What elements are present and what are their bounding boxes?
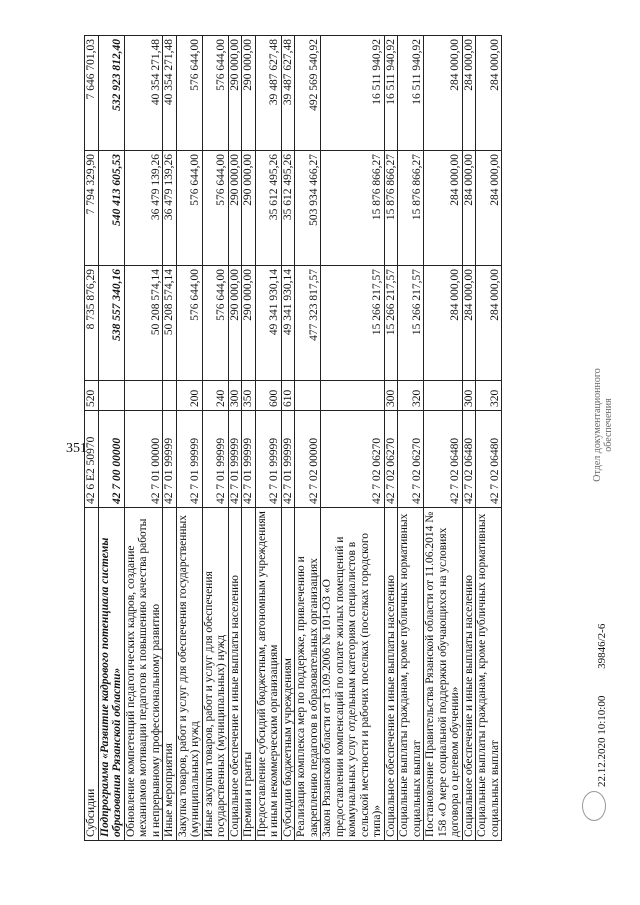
row-amount-2021: 49 341 930,14	[255, 266, 281, 381]
row-amount-2021: 15 266 217,57	[321, 266, 385, 381]
row-name: Обновление компетенций педагогических кадров, создание механизмов мотивации педагогов к повышению качества работы и непрерывному профессиональному развитию	[124, 508, 163, 841]
row-amount-2022: 576 644,00	[176, 151, 202, 266]
row-amount-2023: 290 000,00	[242, 36, 256, 151]
row-name: Подпрограмма «Развитие кадрового потенциала системы образования Рязанской области»	[98, 508, 124, 841]
row-code: 42 7 01 99999	[242, 411, 256, 508]
table-row	[281, 36, 295, 841]
row-expense-type	[321, 381, 385, 411]
table-row	[295, 36, 321, 841]
row-name: Социальное обеспечение и иные выплаты населению	[228, 508, 242, 841]
table-row	[398, 36, 424, 841]
row-amount-2023: 532 923 812,40	[98, 36, 124, 151]
stamp-logo-icon	[582, 791, 606, 821]
table-row	[202, 36, 228, 841]
row-amount-2022: 284 000,00	[424, 151, 463, 266]
row-amount-2023: 284 000,00	[462, 36, 476, 151]
row-expense-type: 200	[176, 381, 202, 411]
row-amount-2023: 290 000,00	[228, 36, 242, 151]
row-amount-2021: 15 266 217,57	[384, 266, 398, 381]
table-row	[242, 36, 256, 841]
row-code: 42 7 01 99999	[281, 411, 295, 508]
row-amount-2023: 492 569 540,92	[295, 36, 321, 151]
row-amount-2023: 39 487 627,48	[255, 36, 281, 151]
row-amount-2022: 290 000,00	[242, 151, 256, 266]
row-expense-type: 600	[255, 381, 281, 411]
row-name: Постановление Правительства Рязанской области от 11.06.2014 № 158 «О мере социальной поддержки обучающихся на условиях договора о целевом обучении»	[424, 508, 463, 841]
row-name: Иные мероприятия	[163, 508, 177, 841]
row-name: Иные закупки товаров, работ и услуг для обеспечения государственных (муниципальных) нужд	[202, 508, 228, 841]
row-amount-2022: 36 479 139,26	[124, 151, 163, 266]
row-amount-2022: 284 000,00	[476, 151, 502, 266]
row-amount-2021: 538 557 340,16	[98, 266, 124, 381]
row-expense-type	[124, 381, 163, 411]
row-amount-2022: 284 000,00	[462, 151, 476, 266]
row-code: 42 7 01 99999	[228, 411, 242, 508]
row-amount-2021: 284 000,00	[462, 266, 476, 381]
row-amount-2023: 39 487 627,48	[281, 36, 295, 151]
row-amount-2022: 36 479 139,26	[163, 151, 177, 266]
footer-doc-id: 39846/2-6	[596, 623, 608, 669]
row-code: 42 7 02 06270	[398, 411, 424, 508]
row-amount-2021: 576 644,00	[202, 266, 228, 381]
row-amount-2022: 15 876 866,27	[384, 151, 398, 266]
row-amount-2023: 576 644,00	[176, 36, 202, 151]
row-amount-2021: 290 000,00	[228, 266, 242, 381]
row-expense-type	[98, 381, 124, 411]
row-code: 42 7 02 00000	[295, 411, 321, 508]
table-row	[85, 36, 99, 841]
table-row	[476, 36, 502, 841]
row-amount-2022: 35 612 495,26	[281, 151, 295, 266]
row-amount-2021: 8 735 876,29	[85, 266, 99, 381]
row-name: Социальное обеспечение и иные выплаты населению	[384, 508, 398, 841]
row-amount-2021: 49 341 930,14	[281, 266, 295, 381]
row-name: Социальное обеспечение и иные выплаты населению	[462, 508, 476, 841]
table-row	[255, 36, 281, 841]
row-name: Реализация комплекса мер по поддержке, привлечению и закреплению педагогов в образовательных организациях	[295, 508, 321, 841]
table-row	[228, 36, 242, 841]
budget-table	[84, 35, 502, 841]
row-code: 42 7 02 06480	[462, 411, 476, 508]
table-row	[462, 36, 476, 841]
table-row	[321, 36, 385, 841]
row-amount-2023: 7 646 701,03	[85, 36, 99, 151]
row-amount-2023: 16 511 940,92	[398, 36, 424, 151]
row-amount-2023: 16 511 940,92	[321, 36, 385, 151]
row-expense-type: 300	[462, 381, 476, 411]
row-amount-2023: 284 000,00	[424, 36, 463, 151]
row-code: 42 7 02 06270	[321, 411, 385, 508]
row-amount-2022: 7 794 329,90	[85, 151, 99, 266]
row-amount-2023: 40 354 271,48	[163, 36, 177, 151]
row-amount-2022: 290 000,00	[228, 151, 242, 266]
row-code: 42 7 01 99999	[163, 411, 177, 508]
row-amount-2021: 477 323 817,57	[295, 266, 321, 381]
row-name: Предоставление субсидий бюджетным, автономным учреждениям и иным некоммерческим организациям	[255, 508, 281, 841]
row-amount-2021: 284 000,00	[476, 266, 502, 381]
table-row	[176, 36, 202, 841]
row-expense-type: 320	[476, 381, 502, 411]
table-row	[124, 36, 163, 841]
table-body	[85, 36, 502, 841]
row-expense-type: 610	[281, 381, 295, 411]
row-expense-type: 240	[202, 381, 228, 411]
row-code: 42 7 01 99999	[202, 411, 228, 508]
row-amount-2022: 576 644,00	[202, 151, 228, 266]
page-number: 351	[66, 441, 87, 456]
row-amount-2023: 16 511 940,92	[384, 36, 398, 151]
row-name: Закупка товаров, работ и услуг для обеспечения государственных (муниципальных) нужд	[176, 508, 202, 841]
row-code: 42 7 01 99999	[255, 411, 281, 508]
footer-datetime: 22.12.2020 10:10:00	[596, 695, 608, 787]
row-amount-2022: 15 876 866,27	[321, 151, 385, 266]
row-amount-2022: 15 876 866,27	[398, 151, 424, 266]
row-code: 42 7 00 00000	[98, 411, 124, 508]
stamp-label: Отдел документационного обеспечения	[592, 368, 614, 482]
row-code: 42 6 E2 50970	[85, 411, 99, 508]
row-amount-2023: 576 644,00	[202, 36, 228, 151]
row-name: Социальные выплаты гражданам, кроме публичных нормативных социальных выплат	[476, 508, 502, 841]
row-code: 42 7 02 06480	[476, 411, 502, 508]
row-amount-2021: 576 644,00	[176, 266, 202, 381]
row-name: Субсидии бюджетным учреждениям	[281, 508, 295, 841]
row-amount-2022: 540 413 605,53	[98, 151, 124, 266]
row-amount-2023: 284 000,00	[476, 36, 502, 151]
row-expense-type	[295, 381, 321, 411]
row-expense-type: 300	[228, 381, 242, 411]
row-expense-type: 320	[398, 381, 424, 411]
row-amount-2021: 50 208 574,14	[124, 266, 163, 381]
row-code: 42 7 01 00000	[124, 411, 163, 508]
row-amount-2021: 284 000,00	[424, 266, 463, 381]
row-name: Премии и гранты	[242, 508, 256, 841]
row-code: 42 7 02 06270	[384, 411, 398, 508]
row-amount-2021: 15 266 217,57	[398, 266, 424, 381]
row-amount-2021: 50 208 574,14	[163, 266, 177, 381]
row-expense-type: 520	[85, 381, 99, 411]
row-name: Социальные выплаты гражданам, кроме публичных нормативных социальных выплат	[398, 508, 424, 841]
row-expense-type: 350	[242, 381, 256, 411]
row-name: Субсидии	[85, 508, 99, 841]
row-amount-2022: 35 612 495,26	[255, 151, 281, 266]
row-amount-2022: 503 934 466,27	[295, 151, 321, 266]
row-amount-2023: 40 354 271,48	[124, 36, 163, 151]
row-expense-type	[424, 381, 463, 411]
table-row	[384, 36, 398, 841]
table-row	[424, 36, 463, 841]
table-row	[163, 36, 177, 841]
row-code: 42 7 02 06480	[424, 411, 463, 508]
row-amount-2021: 290 000,00	[242, 266, 256, 381]
row-code: 42 7 01 99999	[176, 411, 202, 508]
row-expense-type: 300	[384, 381, 398, 411]
row-name: Закон Рязанской области от 13.09.2006 № 101-ОЗ «О предоставлении компенсаций по оплате жилых помещений и коммунальных услуг отдельным категориям специалистов в сельской местности и рабочих поселках (поселках городского типа)»	[321, 508, 385, 841]
table-row	[98, 36, 124, 841]
row-expense-type	[163, 381, 177, 411]
